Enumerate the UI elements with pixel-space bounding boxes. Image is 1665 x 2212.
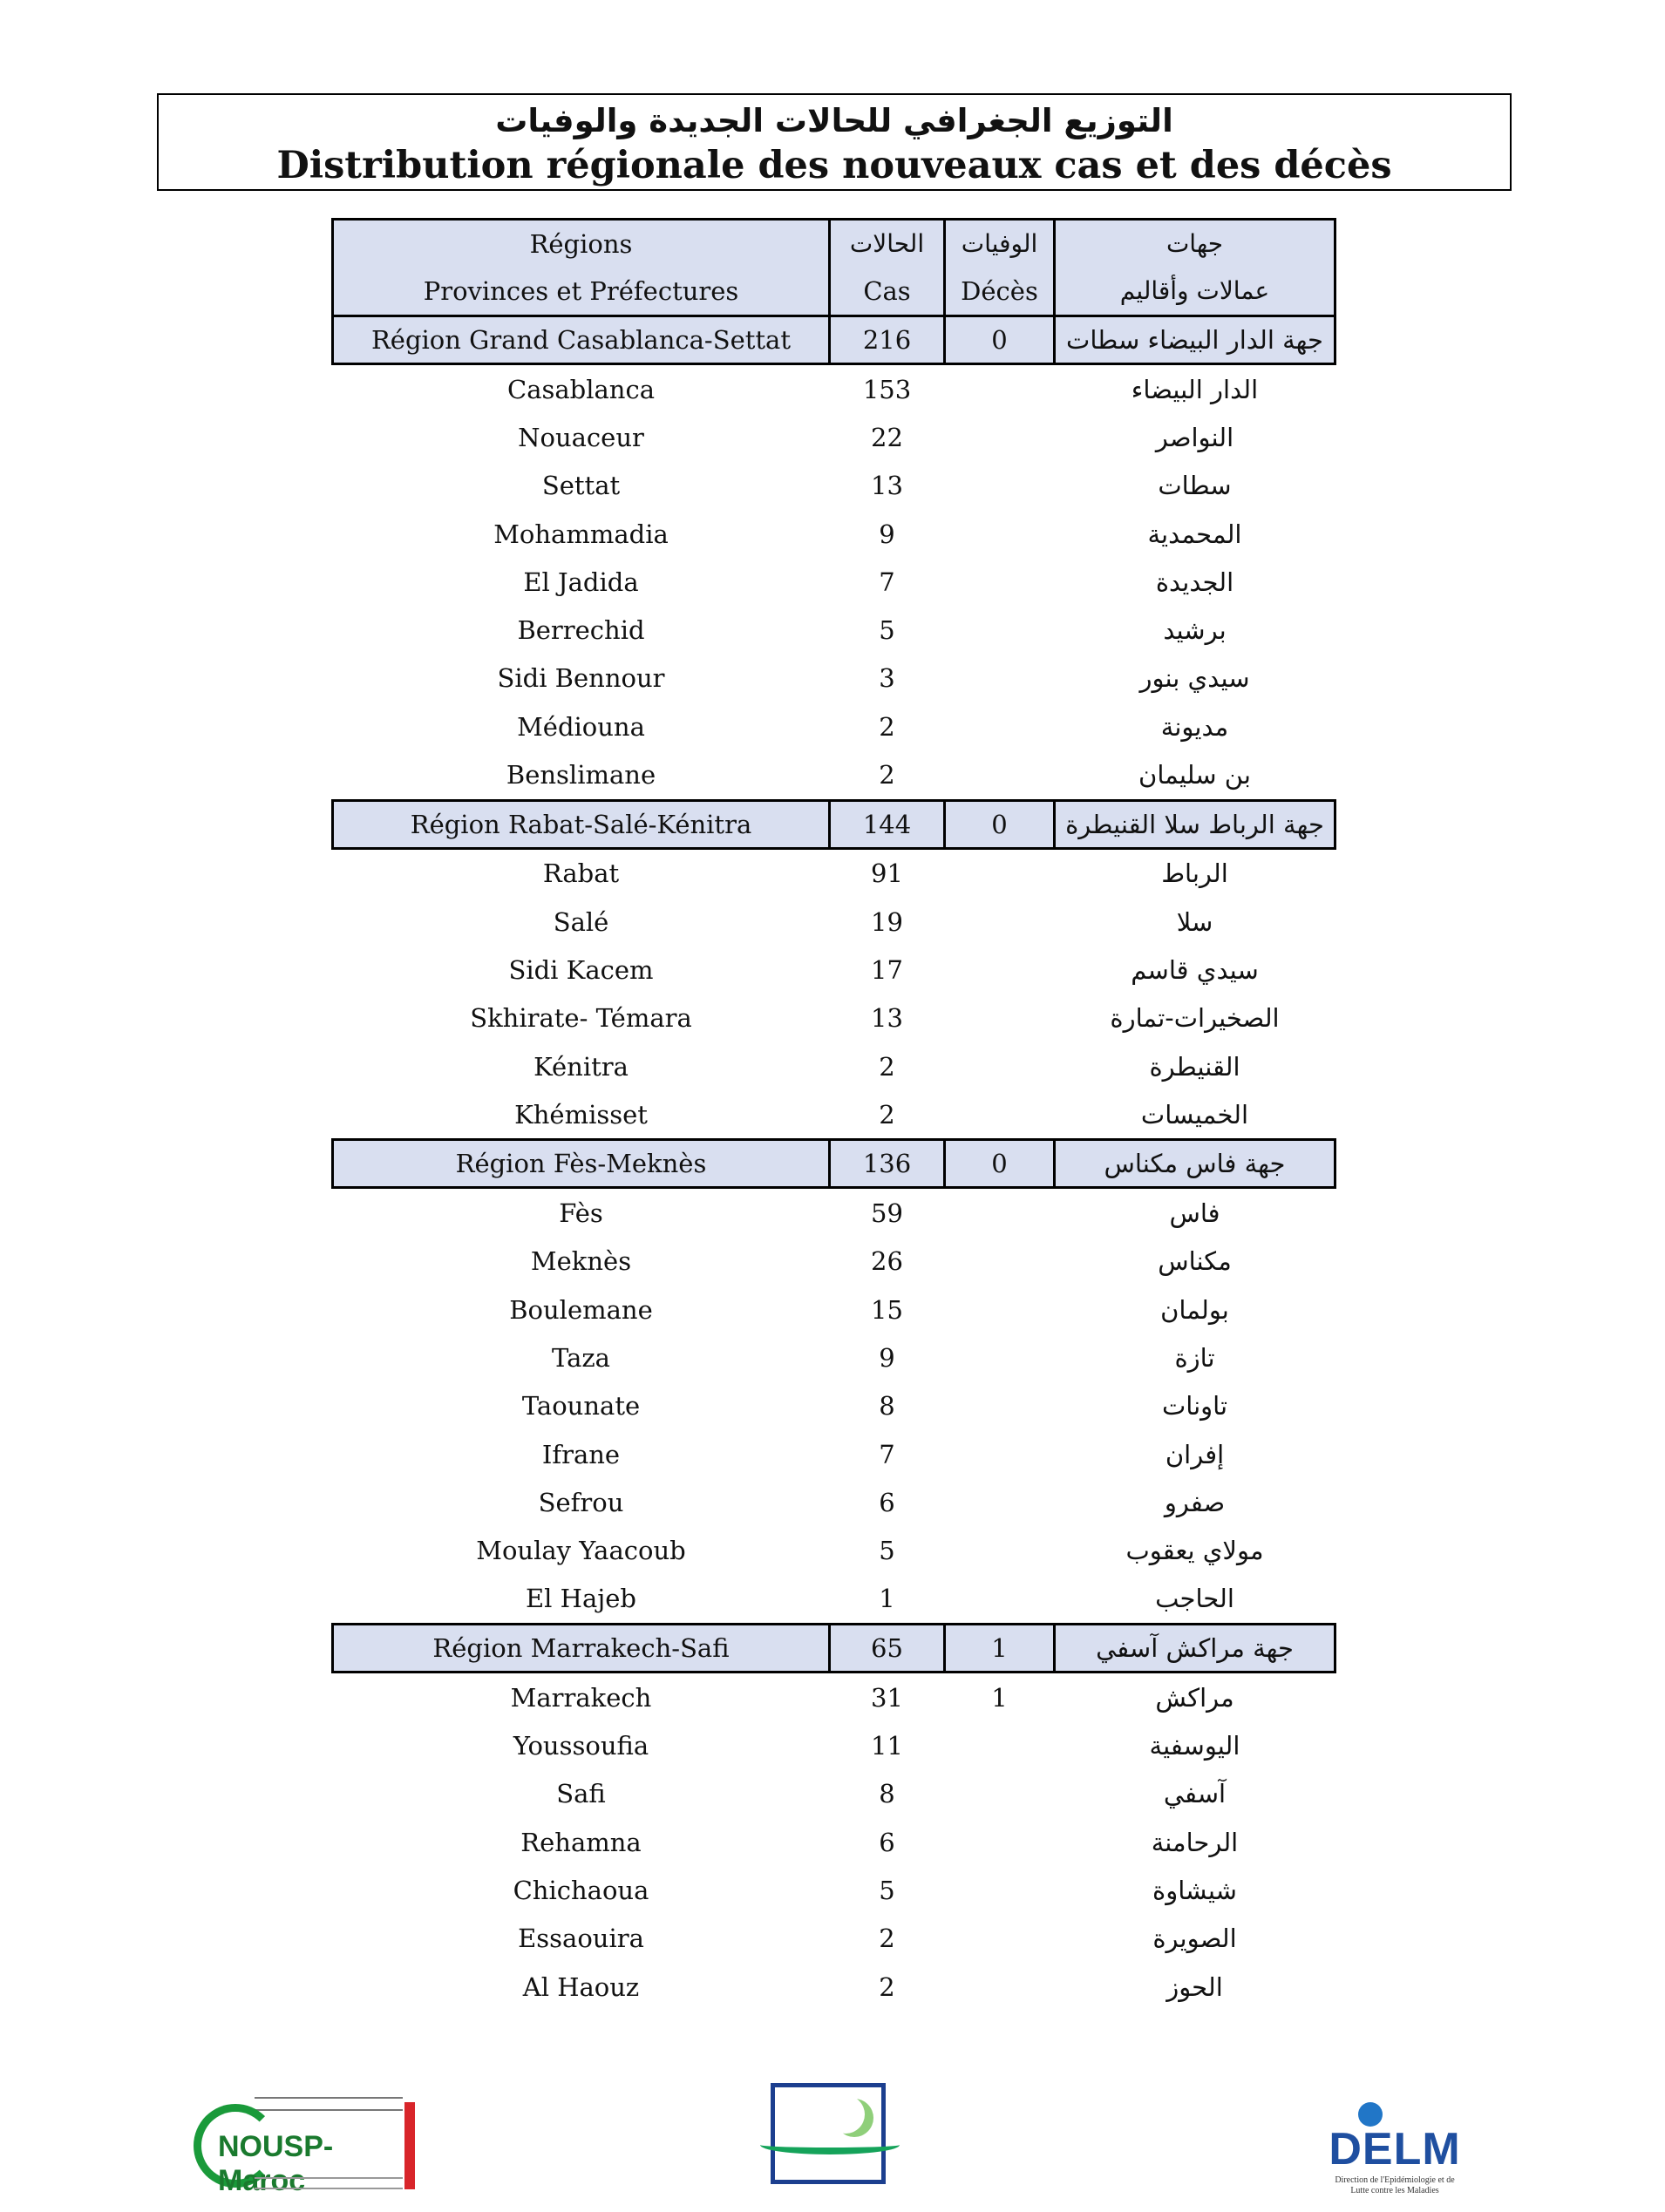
row-name-ar: سطات bbox=[1158, 471, 1232, 501]
row-name-ar: جهة الدار البيضاء سطات bbox=[1055, 316, 1335, 364]
nousp-maroc-logo bbox=[194, 2092, 420, 2195]
row-name: Khémisset bbox=[514, 1099, 648, 1130]
province-row bbox=[333, 1042, 1335, 1090]
row-deaths bbox=[945, 898, 1055, 946]
row-name: Essaouira bbox=[518, 1924, 644, 1954]
row-cases: 2 bbox=[879, 1099, 895, 1130]
row-cases: 17 bbox=[871, 954, 903, 985]
row-name: Skhirate- Témara bbox=[470, 1003, 692, 1034]
province-row bbox=[333, 750, 1335, 800]
header-deaths bbox=[945, 220, 1055, 316]
row-deaths bbox=[945, 702, 1055, 750]
row-deaths: 1 bbox=[945, 1625, 1055, 1673]
nousp-wordmark: NOUSP-Maroc bbox=[218, 2130, 334, 2197]
row-deaths bbox=[945, 413, 1055, 461]
delm-wordmark: DELM bbox=[1329, 2124, 1461, 2175]
row-name-ar: صفرو bbox=[1164, 1487, 1226, 1517]
row-name-ar: الرحامنة bbox=[1151, 1827, 1239, 1857]
row-cases: 13 bbox=[871, 1003, 903, 1034]
row-cases: 65 bbox=[830, 1625, 945, 1673]
province-row bbox=[333, 1430, 1335, 1478]
nousp-red-bar bbox=[404, 2102, 415, 2189]
province-row bbox=[333, 413, 1335, 461]
row-deaths bbox=[945, 1770, 1055, 1818]
row-cases: 6 bbox=[879, 1827, 895, 1857]
ministry-emblem-logo bbox=[769, 2081, 891, 2188]
row-name: Boulemane bbox=[509, 1294, 653, 1325]
row-deaths bbox=[945, 1818, 1055, 1866]
row-deaths bbox=[945, 655, 1055, 702]
row-name: Région Grand Casablanca-Settat bbox=[333, 316, 830, 364]
row-deaths bbox=[945, 1286, 1055, 1333]
province-row bbox=[333, 1527, 1335, 1575]
row-cases: 7 bbox=[879, 567, 895, 597]
row-name: Casablanca bbox=[507, 374, 655, 404]
row-deaths bbox=[945, 1333, 1055, 1381]
row-name: Meknès bbox=[530, 1246, 632, 1277]
header-regions-ar-line1: جهات bbox=[1166, 229, 1224, 258]
delm-subtitle: Direction de l'Epidémiologie et de Lutte contre les Maladies bbox=[1335, 2175, 1455, 2195]
header-cases-fr: Cas bbox=[863, 276, 911, 306]
row-name: Région Fès-Meknès bbox=[333, 1140, 830, 1188]
province-row bbox=[333, 364, 1335, 414]
header-regions-ar-line2: عمالات وأقاليم bbox=[1119, 276, 1270, 305]
row-name-ar: شيشاوة bbox=[1152, 1875, 1237, 1905]
province-row bbox=[333, 946, 1335, 994]
row-cases: 31 bbox=[871, 1682, 903, 1713]
row-name-ar: جهة مراكش آسفي bbox=[1055, 1625, 1335, 1673]
row-cases: 5 bbox=[879, 615, 895, 646]
row-deaths bbox=[945, 364, 1055, 414]
row-name-ar: تازة bbox=[1174, 1342, 1215, 1373]
province-row bbox=[333, 1333, 1335, 1381]
region-row bbox=[333, 800, 1335, 848]
row-name: Sefrou bbox=[538, 1487, 624, 1517]
row-deaths bbox=[945, 1866, 1055, 1914]
row-name: Taounate bbox=[521, 1391, 641, 1422]
row-deaths: 0 bbox=[945, 316, 1055, 364]
row-deaths bbox=[945, 1238, 1055, 1286]
province-row bbox=[333, 1721, 1335, 1769]
row-name: Berrechid bbox=[517, 615, 645, 646]
row-name: Rabat bbox=[542, 858, 620, 889]
row-name-ar: سيدي قاسم bbox=[1131, 954, 1259, 985]
row-name: Youssoufia bbox=[513, 1731, 649, 1761]
province-row bbox=[333, 1575, 1335, 1625]
emblem-frame bbox=[771, 2083, 886, 2184]
row-name-ar: الحاجب bbox=[1155, 1584, 1234, 1614]
province-row bbox=[333, 462, 1335, 510]
province-row bbox=[333, 1090, 1335, 1140]
row-name: El Hajeb bbox=[526, 1584, 636, 1614]
row-cases: 2 bbox=[879, 1971, 895, 2002]
row-name-ar: جهة الرباط سلا القنيطرة bbox=[1055, 800, 1335, 848]
row-name: Salé bbox=[553, 906, 609, 937]
row-name: Settat bbox=[541, 471, 621, 501]
region-row bbox=[333, 1140, 1335, 1188]
province-row bbox=[333, 994, 1335, 1042]
row-cases: 2 bbox=[879, 1924, 895, 1954]
row-name: Ifrane bbox=[541, 1439, 621, 1469]
province-row bbox=[333, 510, 1335, 558]
row-name: Sidi Kacem bbox=[508, 954, 654, 985]
row-cases: 8 bbox=[879, 1391, 895, 1422]
province-row bbox=[333, 702, 1335, 750]
row-cases: 91 bbox=[871, 858, 903, 889]
row-name-ar: النواصر bbox=[1155, 422, 1234, 452]
province-row bbox=[333, 848, 1335, 898]
row-name-ar: الصخيرات-تمارة bbox=[1110, 1003, 1280, 1034]
province-row bbox=[333, 655, 1335, 702]
row-cases: 9 bbox=[879, 1342, 895, 1373]
row-deaths bbox=[945, 1090, 1055, 1140]
table-header bbox=[333, 220, 1335, 316]
row-cases: 6 bbox=[879, 1487, 895, 1517]
row-name: Fès bbox=[559, 1198, 603, 1229]
row-name-ar: بولمان bbox=[1160, 1294, 1229, 1325]
region-row bbox=[333, 1625, 1335, 1673]
row-deaths bbox=[945, 1915, 1055, 1963]
row-cases: 13 bbox=[871, 471, 903, 501]
row-name-ar: إفران bbox=[1165, 1439, 1225, 1469]
row-name: Kénitra bbox=[533, 1051, 629, 1082]
row-name: Al Haouz bbox=[522, 1971, 640, 2002]
row-deaths bbox=[945, 1527, 1055, 1575]
row-cases: 2 bbox=[879, 760, 895, 790]
row-cases: 153 bbox=[862, 374, 912, 404]
province-row bbox=[333, 1286, 1335, 1333]
row-cases: 26 bbox=[871, 1246, 903, 1277]
row-name: Safi bbox=[556, 1779, 606, 1809]
row-name-ar: اليوسفية bbox=[1149, 1731, 1240, 1761]
nousp-bottom-text-lines bbox=[255, 2177, 403, 2189]
row-cases: 136 bbox=[830, 1140, 945, 1188]
row-name-ar: مولاي يعقوب bbox=[1125, 1536, 1264, 1566]
distribution-table bbox=[331, 218, 1336, 2011]
header-deaths-fr: Décès bbox=[961, 276, 1038, 306]
row-cases: 59 bbox=[871, 1198, 903, 1229]
province-row bbox=[333, 898, 1335, 946]
row-name: Chichaoua bbox=[513, 1875, 649, 1905]
row-name: Médiouna bbox=[517, 711, 645, 742]
province-row bbox=[333, 1238, 1335, 1286]
row-name: Benslimane bbox=[506, 760, 656, 790]
row-deaths bbox=[945, 1430, 1055, 1478]
header-regions-line1: Régions bbox=[529, 229, 633, 259]
province-row bbox=[333, 1188, 1335, 1238]
row-deaths bbox=[945, 750, 1055, 800]
row-cases: 2 bbox=[879, 1051, 895, 1082]
province-row bbox=[333, 1382, 1335, 1430]
row-cases: 5 bbox=[879, 1875, 895, 1905]
row-name-ar: سيدي بنور bbox=[1139, 663, 1250, 694]
row-name-ar: الجديدة bbox=[1155, 567, 1234, 597]
row-deaths bbox=[945, 1042, 1055, 1090]
row-name: Nouaceur bbox=[518, 422, 644, 452]
row-name-ar: بن سليمان bbox=[1138, 760, 1251, 790]
row-name-ar: فاس bbox=[1169, 1198, 1220, 1229]
row-name-ar: برشيد bbox=[1163, 615, 1227, 646]
row-name-ar: المحمدية bbox=[1147, 519, 1242, 549]
province-row bbox=[333, 1770, 1335, 1818]
header-regions-line2: Provinces et Préfectures bbox=[423, 276, 739, 306]
header-regions bbox=[333, 220, 830, 316]
row-name-ar: آسفي bbox=[1163, 1779, 1227, 1809]
row-deaths: 0 bbox=[945, 800, 1055, 848]
row-name-ar: الصويرة bbox=[1152, 1924, 1237, 1954]
province-row bbox=[333, 1818, 1335, 1866]
row-name: Région Rabat-Salé-Kénitra bbox=[333, 800, 830, 848]
row-name-ar: جهة فاس مكناس bbox=[1055, 1140, 1335, 1188]
row-cases: 1 bbox=[879, 1584, 895, 1614]
header-cases bbox=[830, 220, 945, 316]
row-name-ar: سلا bbox=[1176, 906, 1213, 937]
row-name-ar: تاونات bbox=[1161, 1391, 1228, 1422]
row-name-ar: مكناس bbox=[1158, 1246, 1232, 1277]
row-deaths bbox=[945, 1382, 1055, 1430]
row-deaths bbox=[945, 1963, 1055, 2011]
province-row bbox=[333, 1866, 1335, 1914]
header-regions-ar bbox=[1055, 220, 1335, 316]
title-arabic: التوزيع الجغرافي للحالات الجديدة والوفيات bbox=[495, 102, 1173, 139]
header-deaths-ar: الوفيات bbox=[961, 229, 1038, 258]
row-cases: 11 bbox=[871, 1731, 903, 1761]
row-cases: 9 bbox=[879, 519, 895, 549]
row-deaths bbox=[945, 946, 1055, 994]
province-row bbox=[333, 606, 1335, 654]
header-cases-ar: الحالات bbox=[849, 229, 925, 258]
row-cases: 19 bbox=[871, 906, 903, 937]
row-name-ar: القنيطرة bbox=[1149, 1051, 1240, 1082]
row-name-ar: الخميسات bbox=[1140, 1099, 1249, 1130]
row-name: Rehamna bbox=[520, 1827, 642, 1857]
row-deaths bbox=[945, 1188, 1055, 1238]
row-cases: 7 bbox=[879, 1439, 895, 1469]
row-cases: 3 bbox=[879, 663, 895, 694]
row-name-ar: مراكش bbox=[1155, 1682, 1234, 1713]
row-deaths bbox=[945, 994, 1055, 1042]
province-row bbox=[333, 558, 1335, 606]
row-deaths bbox=[945, 1478, 1055, 1526]
row-name: Mohammadia bbox=[493, 519, 669, 549]
row-cases: 15 bbox=[871, 1294, 903, 1325]
row-deaths bbox=[945, 1721, 1055, 1769]
row-name-ar: الدار البيضاء bbox=[1131, 374, 1259, 404]
row-deaths: 0 bbox=[945, 1140, 1055, 1188]
row-name: Marrakech bbox=[510, 1682, 652, 1713]
row-name: Taza bbox=[552, 1342, 610, 1373]
province-row bbox=[333, 1673, 1335, 1722]
province-row bbox=[333, 1915, 1335, 1963]
title-box bbox=[157, 93, 1512, 191]
emblem-crescent-cut bbox=[826, 2095, 865, 2134]
emblem-wave bbox=[760, 2135, 900, 2154]
row-cases: 2 bbox=[879, 711, 895, 742]
title-french: Distribution régionale des nouveaux cas et des décès bbox=[276, 144, 1392, 187]
row-name-ar: الرباط bbox=[1161, 858, 1228, 889]
row-deaths: 1 bbox=[991, 1682, 1008, 1713]
row-deaths bbox=[945, 558, 1055, 606]
row-deaths bbox=[945, 606, 1055, 654]
region-row bbox=[333, 316, 1335, 364]
row-name: Moulay Yaacoub bbox=[476, 1536, 686, 1566]
row-deaths bbox=[945, 1575, 1055, 1625]
row-cases: 5 bbox=[879, 1536, 895, 1566]
row-deaths bbox=[945, 462, 1055, 510]
row-name: Région Marrakech-Safi bbox=[333, 1625, 830, 1673]
delm-logo bbox=[1325, 2102, 1465, 2198]
row-cases: 216 bbox=[830, 316, 945, 364]
nousp-top-text-lines bbox=[255, 2097, 403, 2111]
row-name-ar: الحوز bbox=[1166, 1971, 1223, 2002]
row-name: Sidi Bennour bbox=[497, 663, 665, 694]
row-name-ar: مديونة bbox=[1160, 711, 1229, 742]
province-row bbox=[333, 1963, 1335, 2011]
row-deaths bbox=[945, 848, 1055, 898]
row-deaths bbox=[945, 510, 1055, 558]
province-row bbox=[333, 1478, 1335, 1526]
row-name: El Jadida bbox=[523, 567, 639, 597]
row-cases: 22 bbox=[871, 422, 903, 452]
row-cases: 8 bbox=[879, 1779, 895, 1809]
row-cases: 144 bbox=[830, 800, 945, 848]
